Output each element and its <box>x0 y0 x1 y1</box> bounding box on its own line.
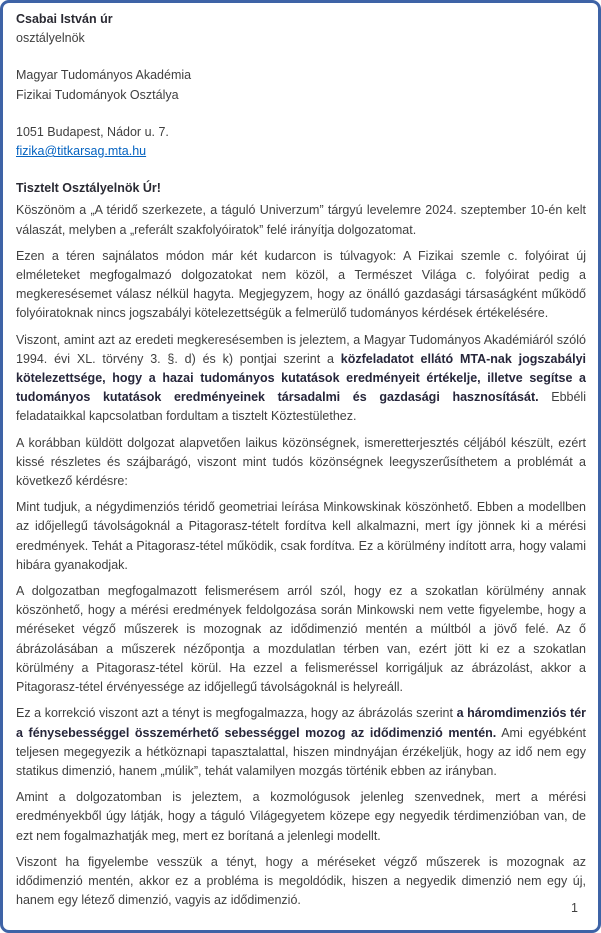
text-run: Amint a dolgozatomban is jeleztem, a kozmológusok jelenleg szenvednek, mert a mérési eredményekből úgy látják, hogy a táguló Világegyetem közepe egy negyedik térdimenzióban van, de ezt nem fogalmazhatják meg, mert ez borítaná a jelenlegi modellt. <box>16 790 586 843</box>
email-link[interactable]: fizika@titkarsag.mta.hu <box>16 144 147 159</box>
letter-header <box>16 10 586 198</box>
text-run: Ami egyébként teljesen megegyezik a hétköznapi tapasztalattal, hiszen mindnyájan érzékeljük, hogy az idő nem egy statikus dimenzió, hanem „múlik”, tehát valamilyen mozgás történik ebben az irányban. <box>16 725 586 778</box>
text-run: Ebbéli feladataikkal kapcsolatban fordultam a tisztelt Köztestülethez. <box>16 390 586 424</box>
postal-address: 1051 Budapest, Nádor u. 7. <box>16 124 169 139</box>
salutation-block <box>16 179 586 198</box>
text-run: A dolgozatban megfogalmazott felismerésem arról szól, hogy ez a szokatlan körülmény annak köszönhető, hogy a mérési eredmények feldolgozása során Minkowski nem vette figyelembe, hogy a méréseket végző műszerek is mozognak az idődimenzió mentén a múltból a jövő felé. Az ő ábrázolásában a műszerek nézőpontja a mozdulatlan térben van, ezért jött ki ez a szokatlan körülmény a Pitagorasz-tétel körül. Ha ezzel a felismeréssel korrigáljuk az ábrázolást, akkor a Pitagorasz-tétel érvényessége az időjellegű távolságoknál is helyreáll. <box>16 584 586 695</box>
recipient-name: Csabai István úr <box>16 12 113 26</box>
paragraph <box>16 201 586 239</box>
recipient-title: osztályelnök <box>16 31 85 46</box>
paragraph <box>16 582 586 697</box>
paragraph <box>16 704 586 781</box>
paragraph <box>16 331 586 427</box>
paragraph <box>16 498 586 575</box>
bold-text-run: közfeladatot ellátó MTA-nak jogszabályi kötelezettsége, hogy a hazai tudományos kutatások eredményeit értékelje, illetve segítse a tudományos kutatások eredményeinek társadalmi és gazdasági hasznosítását. <box>16 351 586 405</box>
page-number: 1 <box>571 900 578 915</box>
paragraph <box>16 853 586 911</box>
text-run: Köszönöm a „A téridő szerkezete, a táguló Univerzum” tárgyú levelemre 2024. szeptember 10-én kelt válaszát, melyben a „referált szakfolyóiratok” felé irányítja dolgozatomat. <box>16 203 586 237</box>
letter-body <box>16 201 586 910</box>
bold-text-run: a háromdimenziós tér a fénysebességgel összemérhető sebességgel mozog az idődimenzió mentén. <box>16 706 587 740</box>
paragraph <box>16 788 586 846</box>
text-run: Viszont ha figyelembe vesszük a tényt, hogy a méréseket végző műszerek is mozognak az idődimenzió mentén, akkor ez a probléma is megoldódik, hiszen a negyedik dimenzió nem egy új, hanem egy létező dimenzió, vagyis az idődimenzió. <box>16 854 586 908</box>
organization-name: Magyar Tudományos Akadémia <box>16 68 192 83</box>
organization-block <box>16 66 586 104</box>
text-run: Mint tudjuk, a négydimenziós téridő geometriai leírása Minkowskinak köszönhető. Ebben a modellben az időjellegű távolságoknál a Pitagorasz-tételt fordítva kell alkalmazni, mert így jönnek ki a mérési eredmények. Tehát a Pitagorasz-tétel működik, csak fordítva. Ez a körülmény indított arra, hogy valami hibára gyanakodjak. <box>16 500 586 572</box>
text-run: Viszont, amint azt az eredeti megkeresésemben is jeleztem, a Magyar Tudományos Akadémiáról szóló 1994. évi XL. törvény 3. §. d) és k) pontjai szerint a <box>16 332 586 366</box>
salutation: Tisztelt Osztályelnök Úr! <box>16 181 161 196</box>
text-run: A korábban küldött dolgozat alapvetően laikus közönségnek, ismeretterjesztés céljából készült, ezért kissé részletes és szájbarágó, viszont mint tudós közönségnek leegyszerűsíthetem a problémát a következő kérdésre: <box>16 435 586 489</box>
paragraph <box>16 247 586 324</box>
organization-department: Fizikai Tudományok Osztálya <box>16 87 179 102</box>
address-block <box>16 123 586 161</box>
paragraph <box>16 434 586 492</box>
text-run: Ez a korrekció viszont azt a tényt is megfogalmazza, hogy az ábrázolás szerint <box>16 706 457 721</box>
text-run: Ezen a téren sajnálatos módon már két kudarcon is túlvagyok: A Fizikai szemle c. folyóirat új elméleteket megfogalmazó dolgozatokat nem közöl, a Természet Világa c. folyóirat pedig a megkeresésemet válasz nélkül hagyta. Megjegyzem, hogy az önálló gazdasági társaságként működő folyóiratoknak nincs jogszabályi kötelezettségük a felmerülő tudományos kérdések értékelésére. <box>16 248 586 321</box>
